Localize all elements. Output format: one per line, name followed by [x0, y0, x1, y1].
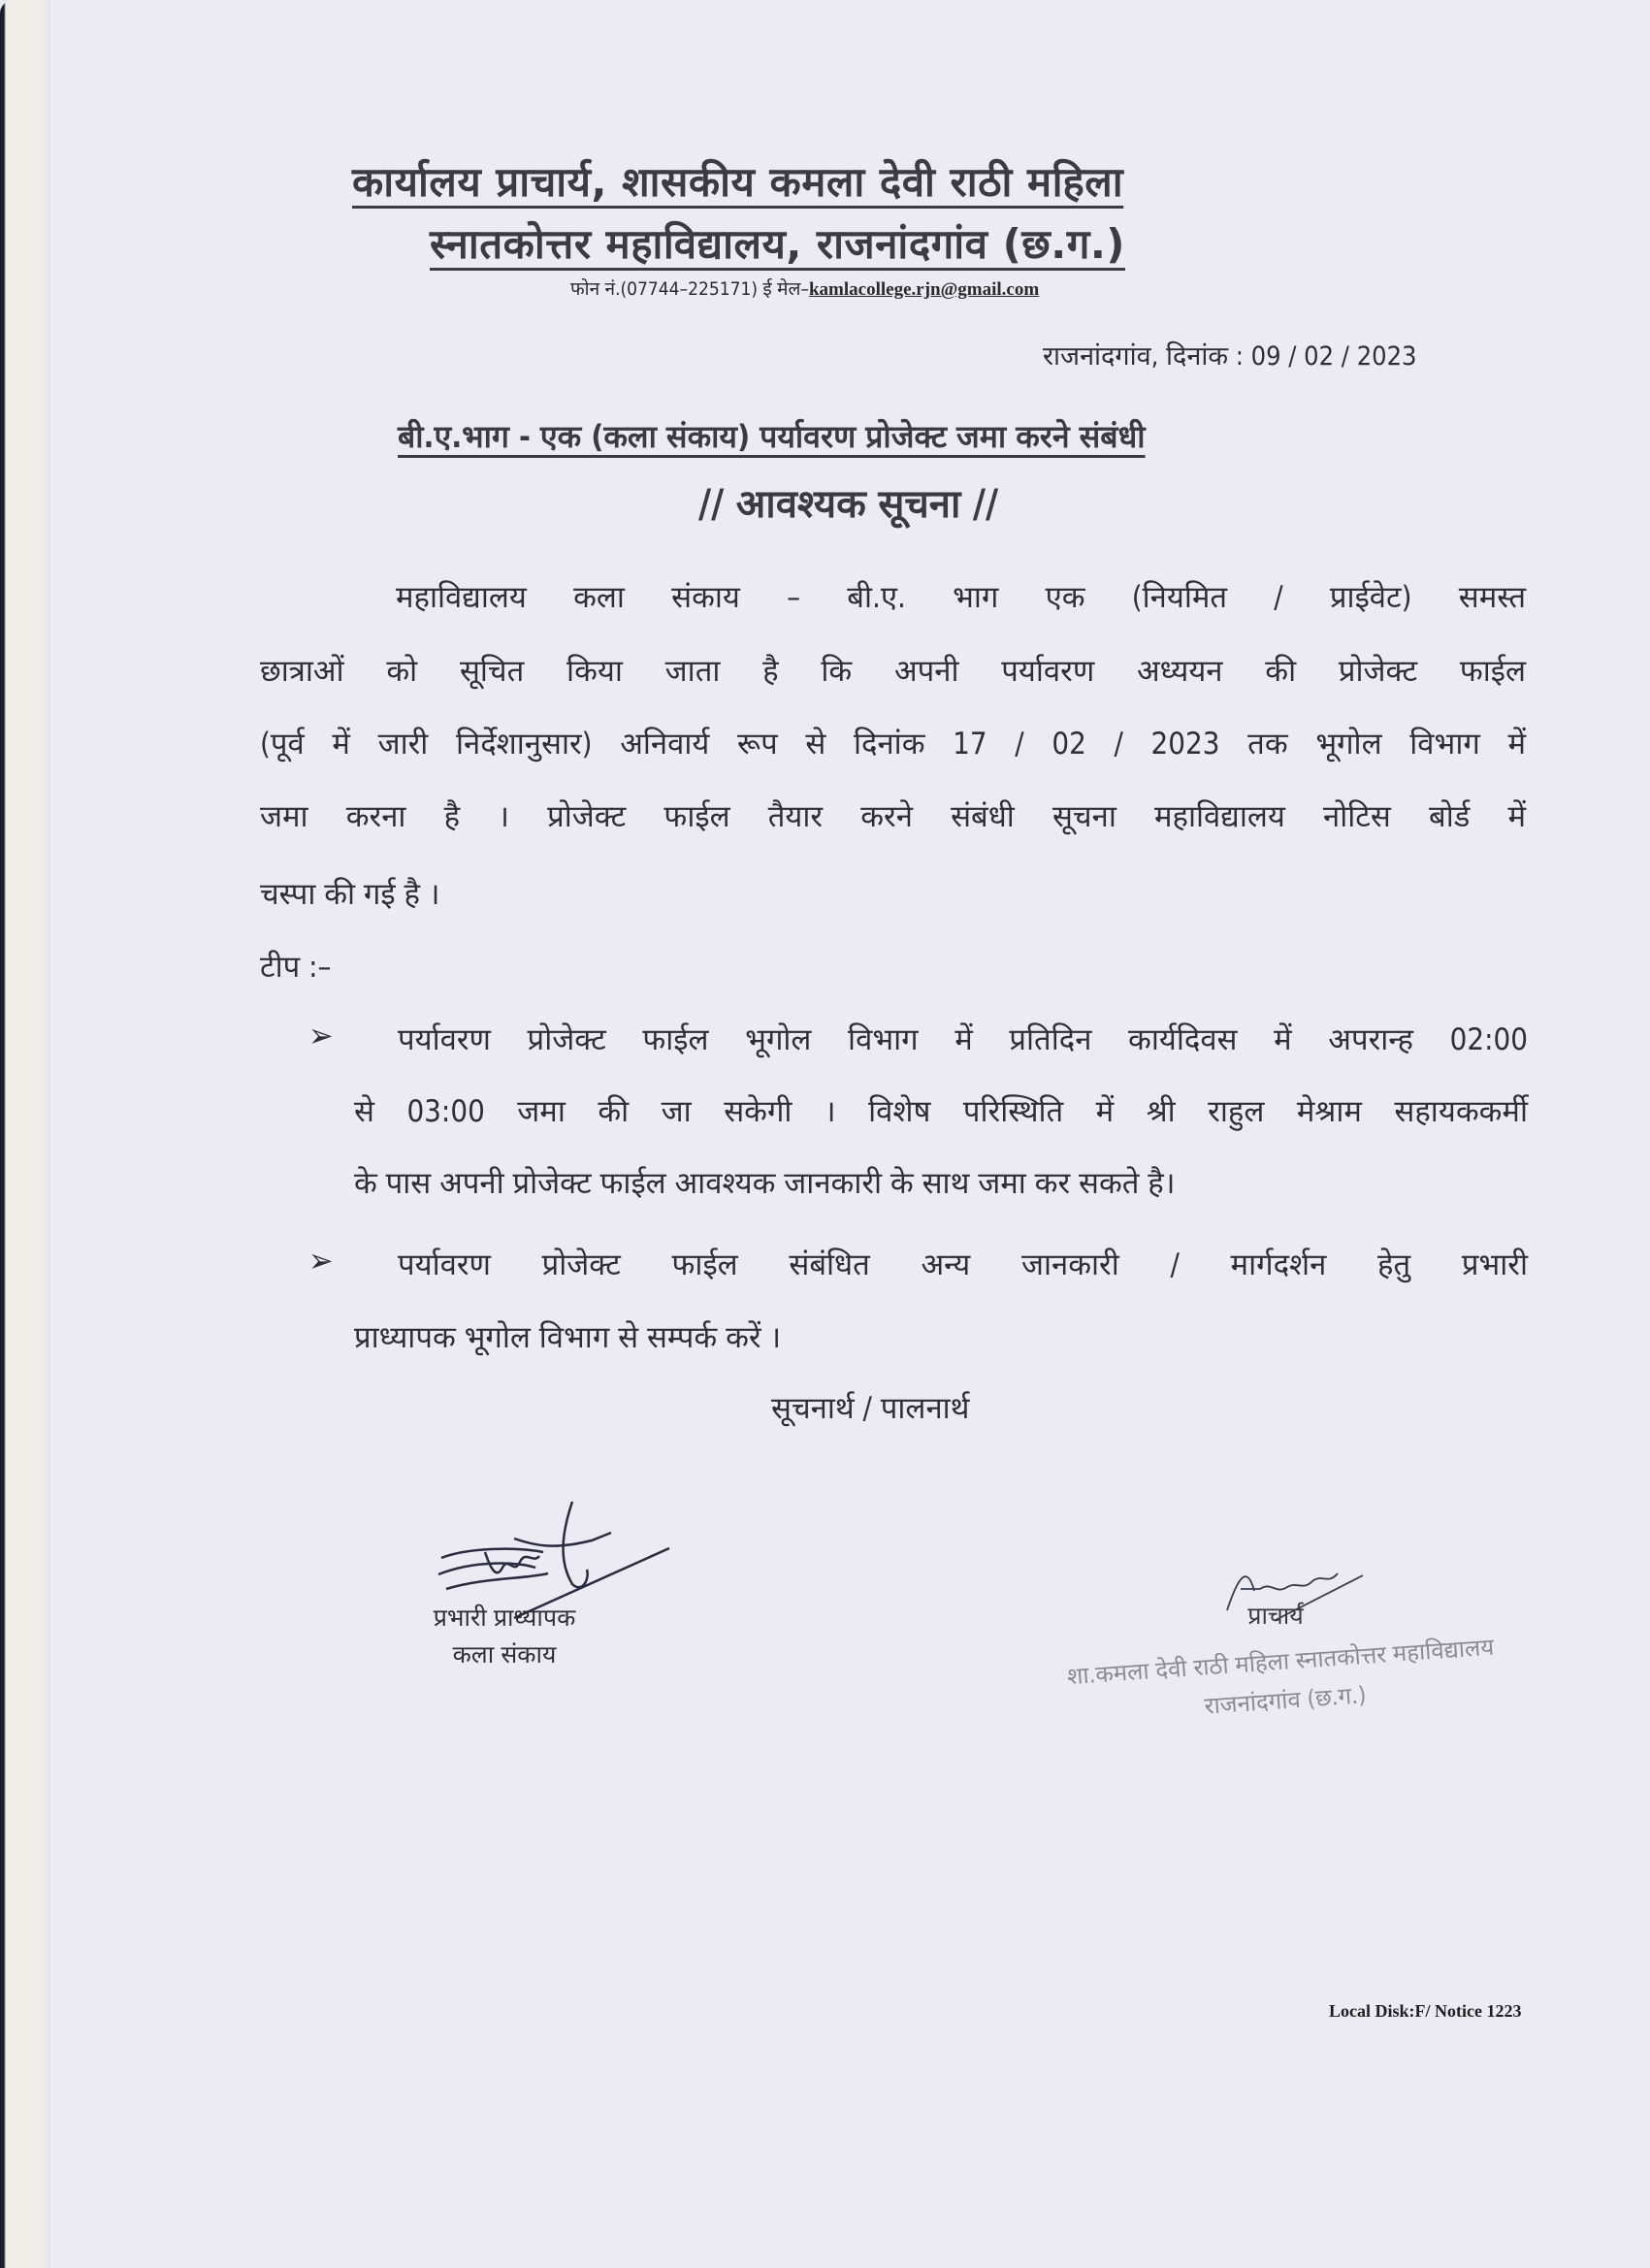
phone-label: फोन नं.(07744–225171) ई मेल– — [570, 278, 809, 300]
tip-1-line-3: के पास अपनी प्रोजेक्ट फाईल आवश्यक जानकारी के साथ जमा कर सकते है। — [354, 1166, 1176, 1201]
letterhead-line-1: कार्यालय प्राचार्य, शासकीय कमला देवी राठी महिला — [352, 158, 1124, 206]
email-address: kamlacollege.rjn@gmail.com — [808, 279, 1040, 300]
contact-line — [570, 275, 1039, 301]
letterhead-line-2: स्नातकोत्तर महाविद्यालय, राजनांदगांव (छ.ग.) — [430, 220, 1126, 268]
body-line-4: जमा करना है । प्रोजेक्ट फाईल तैयार करने संबंधी सूचना महाविद्यालय नोटिस बोर्ड में — [260, 799, 1526, 834]
tip-label: टीप :– — [260, 950, 332, 985]
tip-2-line-1: पर्यावरण प्रोजेक्ट फाईल संबंधित अन्य जानकारी / मार्गदर्शन हेतु प्रभारी — [398, 1247, 1528, 1282]
scan-page-edge — [0, 0, 50, 2268]
college-stamp-line-2: राजनांदगांव (छ.ग.) — [1203, 1681, 1368, 1720]
college-stamp-line-1: शा.कमला देवी राठी महिला स्नातकोत्तर महाविद्यालय — [1066, 1633, 1496, 1691]
closing-text: सूचनार्थ / पालनार्थ — [771, 1391, 970, 1426]
body-line-1: महाविद्यालय कला संकाय – बी.ए. भाग एक (नियमित / प्राईवेट) समस्त — [396, 580, 1526, 615]
body-line-5: चस्पा की गई है । — [260, 877, 440, 912]
date-line: राजनांदगांव, दिनांक : 09 / 02 / 2023 — [1043, 341, 1417, 372]
tip-2-line-2: प्राध्यापक भूगोल विभाग से सम्पर्क करें । — [354, 1320, 782, 1355]
left-signatory-dept: कला संकाय — [452, 1640, 557, 1669]
tip-1-line-1: पर्यावरण प्रोजेक्ट फाईल भूगोल विभाग में प्रतिदिन कार्यदिवस में अपरान्ह 02:00 — [398, 1022, 1528, 1057]
body-line-2: छात्राओं को सूचित किया जाता है कि अपनी पर्यावरण अध्ययन की प्रोजेक्ट फाईल — [260, 654, 1526, 689]
tip-1-line-2: से 03:00 जमा की जा सकेगी । विशेष परिस्थिति में श्री राहुल मेश्राम सहायककर्मी — [354, 1094, 1528, 1129]
arrow-bullet-icon: ➢ — [308, 1017, 334, 1055]
subject-line: बी.ए.भाग - एक (कला संकाय) पर्यावरण प्रोजेक्ट जमा करने संबंधी — [398, 418, 1146, 455]
file-reference-footer: Local Disk:F/ Notice 1223 — [1329, 2001, 1522, 2021]
left-signatory-title: प्रभारी प्राध्यापक — [433, 1604, 576, 1632]
arrow-bullet-icon: ➢ — [308, 1242, 334, 1280]
right-signatory-title: प्राचार्य — [1247, 1602, 1304, 1630]
notice-title: // आवश्यक सूचना // — [698, 482, 999, 527]
body-line-3: (पूर्व में जारी निर्देशानुसार) अनिवार्य रूप से दिनांक 17 / 02 / 2023 तक भूगोल विभाग में — [260, 727, 1526, 761]
